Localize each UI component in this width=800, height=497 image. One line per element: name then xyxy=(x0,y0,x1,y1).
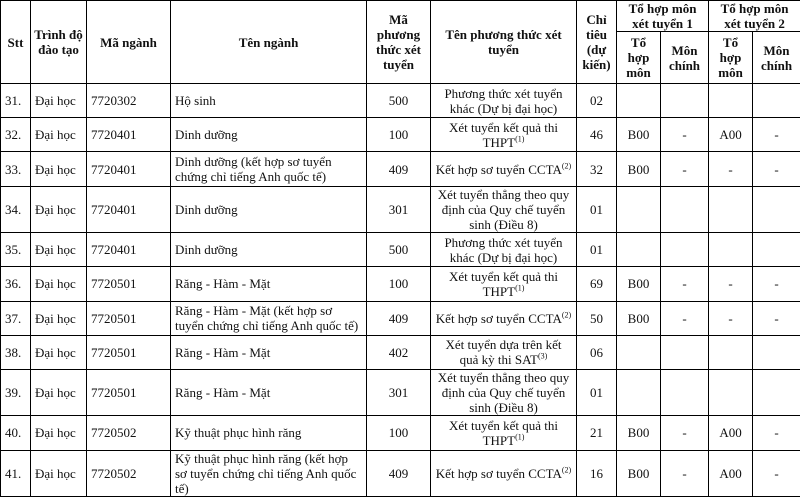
header-training-level: Trình độ đào tạo xyxy=(31,1,87,84)
row-training-level: Đại học xyxy=(31,152,87,186)
row-method-code: 500 xyxy=(367,84,431,118)
row-quota: 06 xyxy=(577,335,617,369)
row-method-code: 409 xyxy=(367,450,431,496)
header-subject-combo-2: Tổ hợp môn xét tuyển 2 xyxy=(709,1,800,32)
row-stt: 40. xyxy=(1,416,31,450)
table-row xyxy=(1,118,800,152)
method-name-text: Kết hợp sơ tuyển CCTA xyxy=(435,310,562,326)
row-main-subject-1 xyxy=(661,369,709,415)
row-combo-1 xyxy=(617,84,661,118)
row-major-code: 7720501 xyxy=(87,369,171,415)
method-footnote-marker: (1) xyxy=(515,432,525,442)
row-method-name xyxy=(431,186,577,232)
row-method-code: 301 xyxy=(367,186,431,232)
table-row xyxy=(1,450,800,496)
method-name-text: Kết hợp sơ tuyển CCTA xyxy=(435,465,562,481)
row-combo-2: A00 xyxy=(709,450,753,496)
row-combo-2: - xyxy=(709,267,753,301)
row-main-subject-1 xyxy=(661,233,709,267)
method-footnote-marker: (2) xyxy=(561,310,572,320)
row-main-subject-2 xyxy=(753,335,800,369)
row-method-name xyxy=(431,233,577,267)
method-footnote-marker: (2) xyxy=(561,465,572,475)
row-combo-2: A00 xyxy=(709,118,753,152)
subheader-main-subject-2: Môn chính xyxy=(753,32,800,84)
row-training-level: Đại học xyxy=(31,301,87,335)
method-name-text: Xét tuyển kết quả thi THPT xyxy=(448,268,559,299)
row-main-subject-1: - xyxy=(661,450,709,496)
row-quota: 01 xyxy=(577,369,617,415)
table-row xyxy=(1,416,800,450)
row-training-level: Đại học xyxy=(31,186,87,232)
header-method-name: Tên phương thức xét tuyển xyxy=(431,1,577,84)
row-training-level: Đại học xyxy=(31,369,87,415)
row-quota: 46 xyxy=(577,118,617,152)
method-footnote-marker: (3) xyxy=(538,352,548,362)
row-major-name: Dinh dưỡng (kết hợp sơ tuyển chứng chỉ tiếng Anh quốc tế) xyxy=(171,152,367,186)
row-main-subject-1 xyxy=(661,84,709,118)
row-method-name xyxy=(431,301,577,335)
row-major-name: Dinh dưỡng xyxy=(171,118,367,152)
row-stt: 37. xyxy=(1,301,31,335)
row-combo-2: A00 xyxy=(709,416,753,450)
row-combo-2 xyxy=(709,186,753,232)
row-combo-2 xyxy=(709,233,753,267)
row-stt: 36. xyxy=(1,267,31,301)
row-combo-2: - xyxy=(709,152,753,186)
header-major-code: Mã ngành xyxy=(87,1,171,84)
method-name-text: Kết hợp sơ tuyển CCTA xyxy=(435,161,562,177)
method-name-text: Xét tuyển dựa trên kết quả kỳ thi SAT xyxy=(445,337,562,368)
row-stt: 38. xyxy=(1,335,31,369)
row-combo-1 xyxy=(617,335,661,369)
row-major-code: 7720401 xyxy=(87,233,171,267)
row-main-subject-2: - xyxy=(753,152,800,186)
table-row xyxy=(1,267,800,301)
header-quota: Chỉ tiêu (dự kiến) xyxy=(577,1,617,84)
row-method-name xyxy=(431,118,577,152)
header-method-code: Mã phương thức xét tuyển xyxy=(367,1,431,84)
row-method-code: 301 xyxy=(367,369,431,415)
row-major-code: 7720502 xyxy=(87,450,171,496)
row-major-name: Dinh dưỡng xyxy=(171,186,367,232)
row-quota: 02 xyxy=(577,84,617,118)
row-major-code: 7720501 xyxy=(87,301,171,335)
row-stt: 35. xyxy=(1,233,31,267)
table-row xyxy=(1,84,800,118)
table-row xyxy=(1,186,800,232)
row-stt: 32. xyxy=(1,118,31,152)
row-major-code: 7720501 xyxy=(87,335,171,369)
row-main-subject-1: - xyxy=(661,267,709,301)
row-combo-1: B00 xyxy=(617,416,661,450)
row-main-subject-2: - xyxy=(753,118,800,152)
method-name-text: Xét tuyển kết quả thi THPT xyxy=(448,119,559,150)
header-subject-combo-1: Tổ hợp môn xét tuyển 1 xyxy=(617,1,709,32)
row-major-name: Răng - Hàm - Mặt xyxy=(171,369,367,415)
method-name-text: Phương thức xét tuyển khác (Dự bị đại học) xyxy=(444,85,563,116)
row-method-name xyxy=(431,416,577,450)
row-main-subject-1 xyxy=(661,186,709,232)
subheader-main-subject-1: Môn chính xyxy=(661,32,709,84)
row-major-name: Răng - Hàm - Mặt (kết hợp sơ tuyển chứng chỉ tiếng Anh quốc tế) xyxy=(171,301,367,335)
row-method-name xyxy=(431,450,577,496)
row-main-subject-1 xyxy=(661,335,709,369)
row-method-code: 402 xyxy=(367,335,431,369)
row-quota: 01 xyxy=(577,186,617,232)
row-combo-2 xyxy=(709,335,753,369)
row-combo-1 xyxy=(617,369,661,415)
method-footnote-marker: (2) xyxy=(561,161,572,171)
row-major-code: 7720302 xyxy=(87,84,171,118)
row-main-subject-2 xyxy=(753,369,800,415)
table-row xyxy=(1,369,800,415)
row-stt: 34. xyxy=(1,186,31,232)
row-method-name xyxy=(431,152,577,186)
row-quota: 69 xyxy=(577,267,617,301)
method-name-text: Xét tuyển kết quả thi THPT xyxy=(448,417,559,448)
row-combo-1: B00 xyxy=(617,267,661,301)
row-combo-2 xyxy=(709,84,753,118)
row-quota: 32 xyxy=(577,152,617,186)
row-combo-2: - xyxy=(709,301,753,335)
subheader-combo-2: Tổ hợp môn xyxy=(709,32,753,84)
table-row xyxy=(1,233,800,267)
row-training-level: Đại học xyxy=(31,233,87,267)
row-training-level: Đại học xyxy=(31,267,87,301)
method-name-text: Xét tuyển thẳng theo quy định của Quy chế tuyển sinh (Điều 8) xyxy=(437,186,570,232)
row-method-code: 409 xyxy=(367,152,431,186)
method-footnote-marker: (1) xyxy=(515,283,525,293)
method-name-text: Xét tuyển thẳng theo quy định của Quy chế tuyển sinh (Điều 8) xyxy=(437,370,570,416)
row-main-subject-2 xyxy=(753,233,800,267)
row-main-subject-2: - xyxy=(753,267,800,301)
row-main-subject-2: - xyxy=(753,450,800,496)
row-main-subject-2: - xyxy=(753,416,800,450)
row-combo-1: B00 xyxy=(617,152,661,186)
row-main-subject-1: - xyxy=(661,301,709,335)
row-training-level: Đại học xyxy=(31,335,87,369)
row-stt: 39. xyxy=(1,369,31,415)
row-combo-1: B00 xyxy=(617,118,661,152)
header-major-name: Tên ngành xyxy=(171,1,367,84)
row-major-code: 7720501 xyxy=(87,267,171,301)
row-main-subject-1: - xyxy=(661,152,709,186)
row-method-code: 100 xyxy=(367,267,431,301)
row-main-subject-2 xyxy=(753,84,800,118)
row-major-name: Hộ sinh xyxy=(171,84,367,118)
row-method-name xyxy=(431,369,577,415)
row-training-level: Đại học xyxy=(31,84,87,118)
subheader-combo-1: Tổ hợp môn xyxy=(617,32,661,84)
row-main-subject-1: - xyxy=(661,416,709,450)
row-combo-2 xyxy=(709,369,753,415)
table-row xyxy=(1,335,800,369)
row-stt: 33. xyxy=(1,152,31,186)
method-name-text: Phương thức xét tuyển khác (Dự bị đại học) xyxy=(444,234,563,265)
row-training-level: Đại học xyxy=(31,416,87,450)
row-method-name xyxy=(431,267,577,301)
row-method-code: 100 xyxy=(367,118,431,152)
table-row xyxy=(1,301,800,335)
row-major-name: Kỹ thuật phục hình răng xyxy=(171,416,367,450)
row-quota: 16 xyxy=(577,450,617,496)
row-stt: 41. xyxy=(1,450,31,496)
method-footnote-marker: (1) xyxy=(515,134,525,144)
row-major-name: Kỹ thuật phục hình răng (kết hợp sơ tuyển chứng chỉ tiếng Anh quốc tế) xyxy=(171,450,367,496)
row-major-name: Răng - Hàm - Mặt xyxy=(171,335,367,369)
row-stt: 31. xyxy=(1,84,31,118)
row-main-subject-2: - xyxy=(753,301,800,335)
row-major-code: 7720401 xyxy=(87,118,171,152)
row-method-name xyxy=(431,335,577,369)
row-combo-1 xyxy=(617,186,661,232)
row-method-name xyxy=(431,84,577,118)
row-major-name: Dinh dưỡng xyxy=(171,233,367,267)
row-combo-1: B00 xyxy=(617,301,661,335)
row-training-level: Đại học xyxy=(31,118,87,152)
row-quota: 01 xyxy=(577,233,617,267)
table-row xyxy=(1,152,800,186)
row-main-subject-1: - xyxy=(661,118,709,152)
row-training-level: Đại học xyxy=(31,450,87,496)
row-major-code: 7720401 xyxy=(87,152,171,186)
row-quota: 50 xyxy=(577,301,617,335)
header-stt: Stt xyxy=(1,1,31,84)
row-combo-1 xyxy=(617,233,661,267)
row-method-code: 500 xyxy=(367,233,431,267)
row-quota: 21 xyxy=(577,416,617,450)
row-method-code: 100 xyxy=(367,416,431,450)
row-method-code: 409 xyxy=(367,301,431,335)
row-major-name: Răng - Hàm - Mặt xyxy=(171,267,367,301)
row-major-code: 7720401 xyxy=(87,186,171,232)
row-combo-1: B00 xyxy=(617,450,661,496)
row-major-code: 7720502 xyxy=(87,416,171,450)
row-main-subject-2 xyxy=(753,186,800,232)
